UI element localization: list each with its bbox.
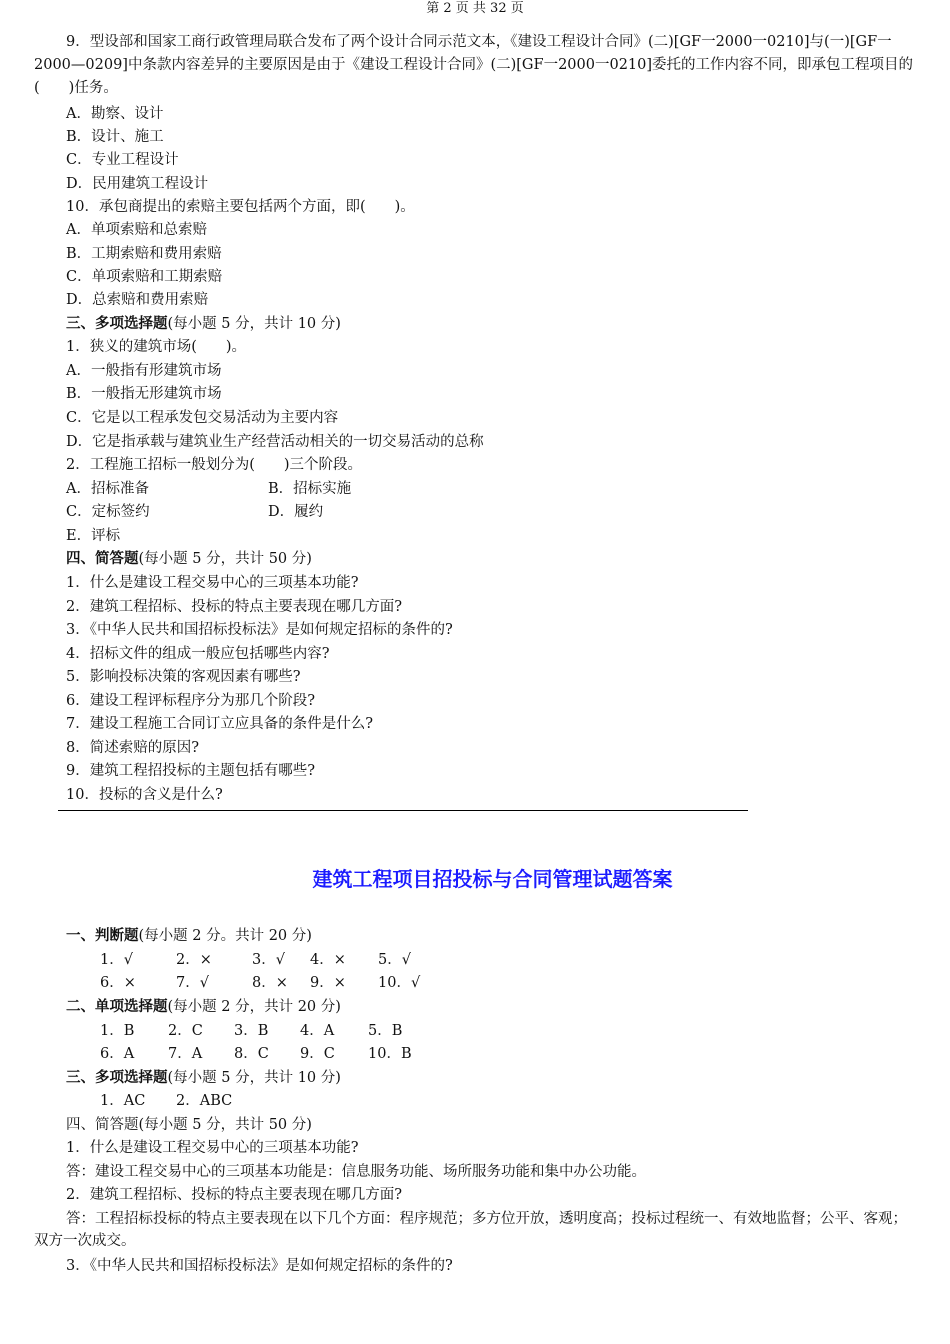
question-10-stem: 10．承包商提出的索赔主要包括两个方面，即( )。 (66, 199, 415, 215)
answer-4-q3: 3．《中华人民共和国招标投标法》是如何规定招标的条件的? (66, 1258, 453, 1274)
answer-item: 5．√ (378, 952, 411, 968)
s3-q1-option-a: A．一般指有形建筑市场 (66, 363, 222, 379)
s3-q1-option-d: D．它是指承载与建筑业生产经营活动相关的一切交易活动的总称 (66, 434, 484, 450)
section-4-note: (每小题 5 分，共计 50 分) (138, 551, 312, 567)
answer-item: 7．A (168, 1046, 203, 1062)
section-3-heading (66, 313, 341, 335)
answer-s2-note: (每小题 2 分，共计 20 分) (167, 999, 341, 1015)
answer-s3-note: (每小题 5 分，共计 10 分) (167, 1070, 341, 1086)
answer-item: 2．ABC (176, 1093, 233, 1109)
answer-item: 1．B (100, 1023, 135, 1039)
q9-option-b: B．设计、施工 (66, 129, 164, 145)
s4-question: 2．建筑工程招标、投标的特点主要表现在哪几方面? (66, 599, 402, 615)
answer-item: 4．A (300, 1023, 335, 1039)
section-4-heading (66, 548, 312, 570)
q10-option-b: B．工期索赔和费用索赔 (66, 246, 222, 262)
s4-question: 5．影响投标决策的客观因素有哪些? (66, 669, 301, 685)
answer-4-q2: 2．建筑工程招标、投标的特点主要表现在哪几方面? (66, 1187, 402, 1203)
s4-question: 1．什么是建设工程交易中心的三项基本功能? (66, 575, 359, 591)
answer-s1-row-1 (100, 949, 411, 971)
answer-item: 3．√ (252, 952, 285, 968)
s4-question: 10．投标的含义是什么? (66, 787, 223, 803)
s3-q2-option-a: A．招标准备 (66, 481, 149, 497)
answer-item: 10．B (368, 1046, 412, 1062)
q10-option-c: C．单项索赔和工期索赔 (66, 269, 223, 285)
answer-s2-row-1 (100, 1020, 402, 1042)
answer-item: 1．√ (100, 952, 133, 968)
answer-s1-title: 一、判断题 (66, 927, 139, 944)
question-9-stem: 9．型设部和国家工商行政管理局联合发布了两个设计合同示范文本，《建设工程设计合同》(二)[GF一2000一0210]与(一)[GF一2000—0209]中条款内容差异的主要原因是由于《建设工程设计合同》(二)[GF一2000一0210]委托的工作内容不同，即承包工程项目的( )任务。 (34, 34, 914, 96)
s3-q2-option-c: C．定标签约 (66, 504, 150, 520)
q10-option-a: A．单项索赔和总索赔 (66, 222, 207, 238)
q10-option-d: D．总索赔和费用索赔 (66, 292, 209, 308)
answer-item: 2．× (176, 952, 212, 968)
q9-option-d: D．民用建筑工程设计 (66, 176, 209, 192)
answer-item: 8．C (234, 1046, 269, 1062)
answer-item: 1．AC (100, 1093, 146, 1109)
s3-q1-stem: 1．狭义的建筑市场( )。 (66, 339, 247, 355)
answer-item: 7．√ (176, 975, 209, 991)
answer-item: 9．× (310, 975, 346, 991)
section-3-note: (每小题 5 分，共计 10 分) (167, 316, 341, 332)
s3-q2-stem: 2．工程施工招标一般划分为( )三个阶段。 (66, 457, 363, 473)
answer-section-4-heading: 四、简答题(每小题 5 分，共计 50 分) (66, 1117, 312, 1133)
answer-item: 3．B (234, 1023, 269, 1039)
answer-section-1-heading (66, 925, 312, 947)
answer-item: 6．A (100, 1046, 135, 1062)
answer-s1-row-2 (100, 972, 420, 994)
answer-item: 5．B (368, 1023, 403, 1039)
s4-question: 9．建筑工程招投标的主题包括有哪些? (66, 763, 315, 779)
s4-question: 7．建设工程施工合同订立应具备的条件是什么? (66, 716, 373, 732)
answer-section-3-heading (66, 1067, 341, 1089)
page-header: 第 2 页 共 32 页 (426, 1, 524, 16)
s4-question: 8．简述索赔的原因? (66, 740, 199, 756)
section-4-title: 四、简答题 (66, 550, 139, 567)
answer-section-2-heading (66, 996, 341, 1018)
q9-option-c: C．专业工程设计 (66, 152, 179, 168)
divider-line (58, 810, 748, 811)
answer-s3-row (100, 1090, 232, 1112)
answer-s2-row-2 (100, 1043, 412, 1065)
s3-q1-option-c: C．它是以工程承发包交易活动为主要内容 (66, 410, 339, 426)
s3-q2-option-e: E．评标 (66, 528, 121, 544)
answer-s3-title: 三、多项选择题 (66, 1069, 168, 1086)
s3-q1-option-b: B．一般指无形建筑市场 (66, 386, 222, 402)
answers-title: 建筑工程项目招投标与合同管理试题答案 (312, 867, 673, 891)
s3-q2-option-d: D．履约 (268, 504, 324, 520)
answer-4-a1: 答：建设工程交易中心的三项基本功能是：信息服务功能、场所服务功能和集中办公功能。 (66, 1164, 646, 1180)
s4-question: 4．招标文件的组成一般应包括哪些内容? (66, 646, 330, 662)
answer-s1-note: (每小题 2 分。共计 20 分) (138, 928, 312, 944)
answer-item: 8．× (252, 975, 288, 991)
answer-item: 6．× (100, 975, 136, 991)
answer-4-q1: 1．什么是建设工程交易中心的三项基本功能? (66, 1140, 359, 1156)
answer-item: 4．× (310, 952, 346, 968)
answer-item: 2．C (168, 1023, 203, 1039)
section-3-title: 三、多项选择题 (66, 315, 168, 332)
q9-option-a: A．勘察、设计 (66, 106, 164, 122)
answer-4-a2: 答：工程招标投标的特点主要表现在以下几个方面：程序规范；多方位开放，透明度高；投标过程统一、有效地监督；公平、客观；双方一次成交。 (34, 1211, 907, 1249)
answer-item: 10．√ (378, 975, 421, 991)
s4-question: 3．《中华人民共和国招标投标法》是如何规定招标的条件的? (66, 622, 453, 638)
answer-s2-title: 二、单项选择题 (66, 998, 168, 1015)
s4-question: 6．建设工程评标程序分为那几个阶段? (66, 693, 315, 709)
answer-item: 9．C (300, 1046, 335, 1062)
s3-q2-option-b: B．招标实施 (268, 481, 352, 497)
